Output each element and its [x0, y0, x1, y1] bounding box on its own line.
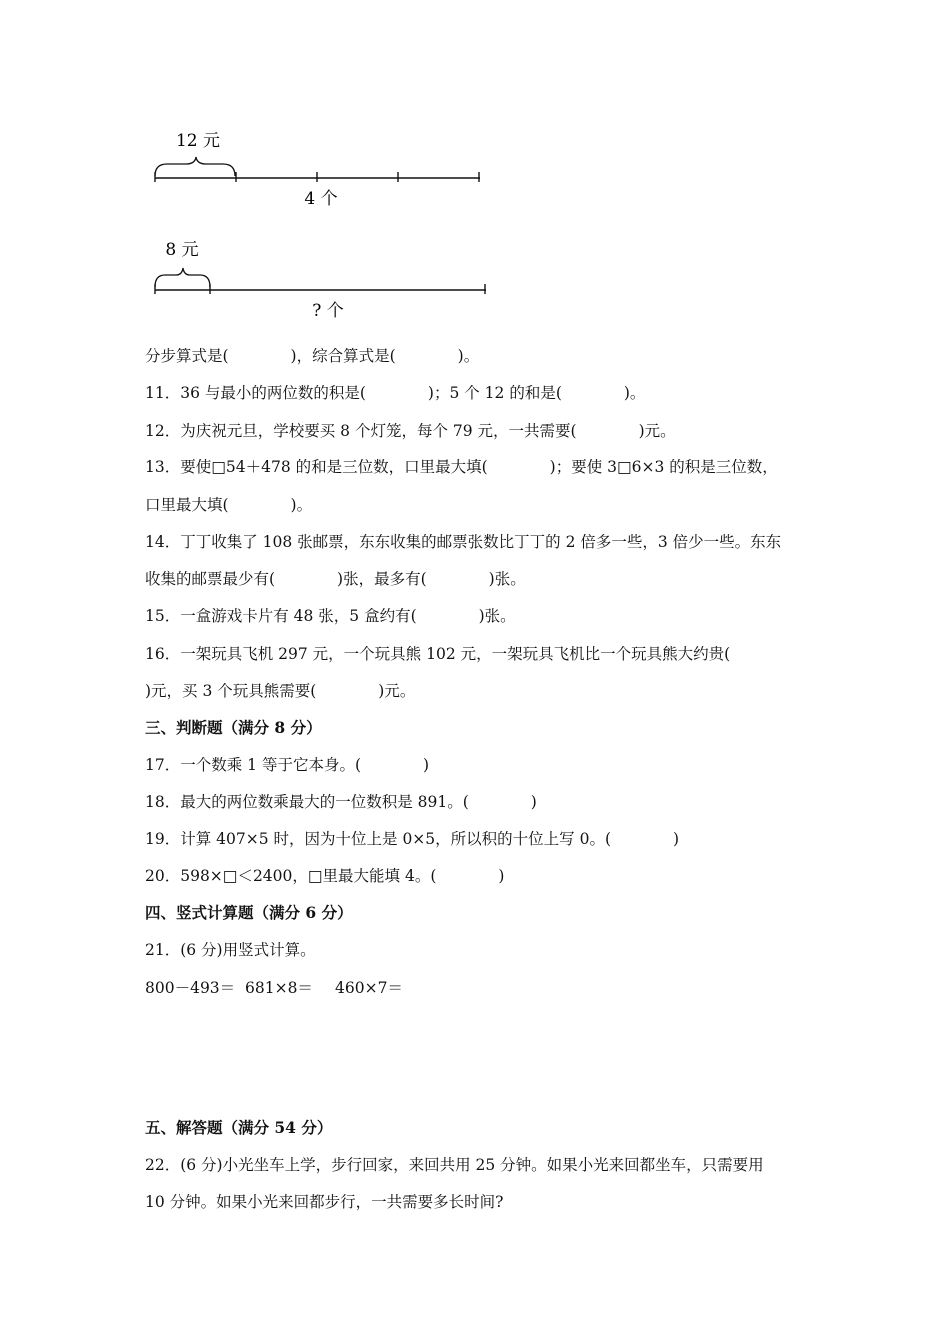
- question-17: 17．一个数乘 1 等于它本身。( ): [145, 756, 430, 774]
- q21-expression-2: 681×8＝: [245, 979, 313, 997]
- question-22: 22．(6 分)小光坐车上学，步行回家，来回共用 25 分钟。如果小光来回都坐车，只需要用: [145, 1156, 764, 1174]
- diagram1-brace: [155, 157, 235, 176]
- question-13: 13．要使□54＋478 的和是三位数，口里最大填( )；要使 3□6×3 的积是三位数，: [145, 458, 778, 476]
- section-5-title: 五、解答题（满分 54 分）: [145, 1118, 333, 1137]
- question-15: 15．一盒游戏卡片有 48 张，5 盒约有( )张。: [145, 607, 516, 625]
- diagram2-top-label: 8 元: [165, 240, 199, 260]
- diagram1-top-label: 12 元: [175, 131, 221, 151]
- question-11: 11．36 与最小的两位数的积是( )；5 个 12 的和是( )。: [145, 384, 646, 402]
- diagram1-bottom-label: 4 个: [304, 189, 338, 209]
- question-16-continued: )元，买 3 个玩具熊需要( )元。: [145, 682, 416, 700]
- question-14: 14．丁丁收集了 108 张邮票，东东收集的邮票张数比丁丁的 2 倍多一些，3 倍少一些。东东: [145, 533, 782, 551]
- question-14-continued: 收集的邮票最少有( )张，最多有( )张。: [145, 570, 526, 588]
- question-21: 21．(6 分)用竖式计算。: [145, 941, 316, 959]
- question-20: 20．598×□＜2400，□里最大能填 4。( ): [145, 867, 505, 885]
- q21-expression-1: 800－493＝: [145, 979, 236, 997]
- section-4-title: 四、竖式计算题（满分 6 分）: [145, 903, 353, 922]
- question-19: 19．计算 407×5 时，因为十位上是 0×5，所以积的十位上写 0。( ): [145, 830, 680, 848]
- question-16: 16．一架玩具飞机 297 元，一个玩具熊 102 元，一架玩具飞机比一个玩具熊大约贵(: [145, 645, 731, 663]
- diagram2-brace: [155, 268, 210, 287]
- question-18: 18．最大的两位数乘最大的一位数积是 891。( ): [145, 793, 537, 811]
- line-diagram-8-yuan: [140, 232, 500, 327]
- question-12: 12．为庆祝元旦，学校要买 8 个灯笼，每个 79 元，一共需要( )元。: [145, 422, 676, 440]
- question-13-continued: 口里最大填( )。: [145, 496, 313, 514]
- section-3-title: 三、判断题（满分 8 分）: [145, 718, 322, 737]
- line-diagram-12-yuan: [140, 120, 500, 215]
- step-formula-line: 分步算式是( )，综合算式是( )。: [145, 347, 480, 365]
- question-22-continued: 10 分钟。如果小光来回都步行，一共需要多长时间?: [145, 1193, 504, 1211]
- diagram2-bottom-label: ? 个: [312, 301, 344, 321]
- q21-expression-3: 460×7＝: [335, 979, 403, 997]
